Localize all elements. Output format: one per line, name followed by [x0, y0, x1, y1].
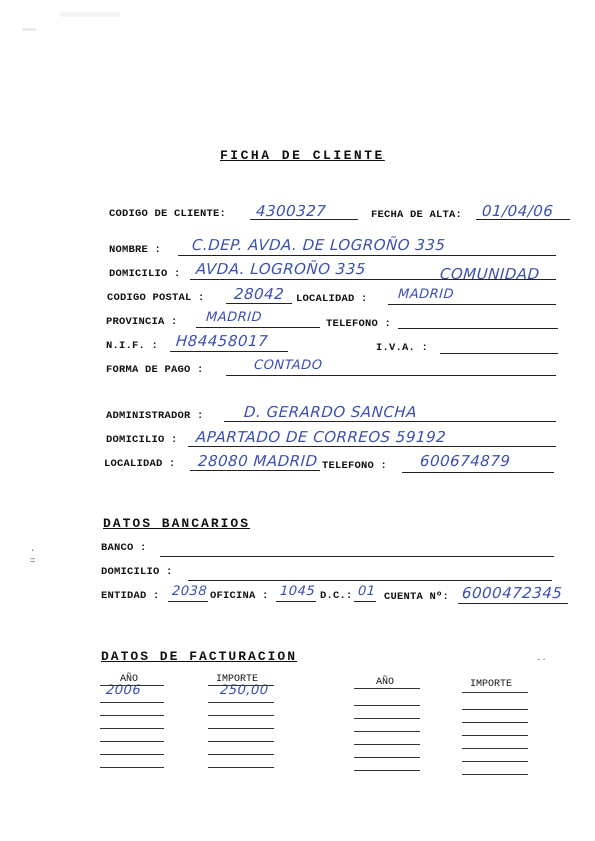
facturacion-blank-line [462, 735, 528, 736]
banco-domicilio-line [188, 580, 552, 581]
facturacion-blank-line [462, 748, 528, 749]
facturacion-blank-line [354, 770, 420, 771]
admin-localidad-line [190, 470, 320, 471]
provincia-line [196, 327, 320, 328]
admin-domicilio-line [188, 446, 556, 447]
facturacion-blank-line [208, 767, 274, 768]
domicilio-extra-value[interactable]: COMUNIDAD [439, 265, 541, 283]
facturacion-blank-line [208, 728, 274, 729]
facturacion-blank-line [208, 754, 274, 755]
provincia-label: PROVINCIA : [106, 316, 178, 328]
oficina-value[interactable]: 1045 [279, 584, 316, 599]
codigo-cliente-line [250, 219, 358, 220]
facturacion-importe-row1[interactable]: 250,00 [219, 683, 270, 698]
oficina-label: OFICINA : [210, 590, 269, 602]
col-ano-header-2: AÑO [376, 677, 395, 688]
provincia-value[interactable]: MADRID [205, 310, 263, 325]
localidad-label: LOCALIDAD : [296, 293, 368, 305]
nombre-label: NOMBRE : [109, 244, 162, 256]
facturacion-blank-line [462, 709, 528, 710]
dc-line [354, 601, 376, 602]
facturacion-blank-line [354, 705, 420, 706]
facturacion-blank-line [100, 767, 164, 768]
forma-pago-label: FORMA DE PAGO : [106, 364, 204, 376]
cuenta-value[interactable]: 6000472345 [461, 584, 564, 602]
admin-domicilio-label: DOMICILIO : [106, 434, 178, 446]
facturacion-blank-line [462, 761, 528, 762]
telefono-line [398, 328, 558, 329]
forma-pago-value[interactable]: CONTADO [253, 358, 323, 373]
facturacion-blank-line [208, 715, 274, 716]
datos-facturacion-title: DATOS DE FACTURACION [101, 649, 298, 664]
admin-telefono-value[interactable]: 600674879 [419, 452, 512, 470]
localidad-value[interactable]: MADRID [397, 287, 455, 302]
admin-localidad-label: LOCALIDAD : [104, 458, 176, 470]
domicilio-line [190, 279, 556, 280]
facturacion-blank-line [354, 718, 420, 719]
facturacion-ano-row1[interactable]: 2006 [105, 683, 142, 698]
nombre-line [178, 255, 556, 256]
nif-value[interactable]: H84458017 [175, 332, 269, 350]
facturacion-blank-line [354, 757, 420, 758]
nif-label: N.I.F. : [106, 340, 159, 352]
admin-telefono-label: TELEFONO : [322, 460, 388, 472]
iva-label: I.V.A. : [376, 342, 429, 354]
entidad-value[interactable]: 2038 [171, 584, 208, 599]
stray-mark: · = [30, 546, 36, 566]
telefono-label: TELEFONO : [326, 318, 392, 330]
admin-domicilio-value[interactable]: APARTADO DE CORREOS 59192 [195, 428, 447, 446]
admin-telefono-line [402, 472, 554, 473]
facturacion-blank-line [208, 685, 274, 686]
cuenta-line [458, 603, 568, 604]
banco-label: BANCO : [101, 542, 147, 554]
stray-mark: -· [536, 655, 547, 665]
codigo-postal-label: CODIGO POSTAL : [107, 292, 205, 304]
facturacion-blank-line [100, 685, 164, 686]
facturacion-blank-line [100, 728, 164, 729]
codigo-cliente-value[interactable]: 4300327 [255, 202, 327, 220]
administrador-line [224, 421, 556, 422]
facturacion-blank-line [100, 715, 164, 716]
facturacion-blank-line [100, 754, 164, 755]
iva-line [440, 353, 558, 354]
entidad-line [168, 601, 208, 602]
entidad-label: ENTIDAD : [101, 590, 160, 602]
facturacion-blank-line [100, 702, 164, 703]
administrador-value[interactable]: D. GERARDO SANCHA [243, 403, 418, 421]
dc-value[interactable]: 01 [357, 584, 377, 599]
col-ano-header-1: AÑO [120, 674, 139, 685]
facturacion-blank-line [208, 741, 274, 742]
form-title: FICHA DE CLIENTE [220, 148, 385, 163]
facturacion-blank-line [462, 722, 528, 723]
datos-bancarios-title: DATOS BANCARIOS [103, 516, 251, 531]
facturacion-blank-line [354, 731, 420, 732]
fecha-alta-line [476, 219, 570, 220]
col-importe-header-1: IMPORTE [216, 674, 259, 685]
admin-localidad-value[interactable]: 28080 MADRID [197, 452, 319, 470]
facturacion-blank-line [354, 688, 420, 689]
facturacion-blank-line [100, 741, 164, 742]
codigo-postal-value[interactable]: 28042 [233, 285, 285, 303]
banco-line [160, 556, 554, 557]
scan-smudge [60, 12, 120, 17]
oficina-line [276, 601, 316, 602]
domicilio-label: DOMICILIO : [109, 268, 181, 280]
fecha-alta-value[interactable]: 01/04/06 [481, 202, 555, 220]
facturacion-blank-line [462, 692, 528, 693]
fecha-alta-label: FECHA DE ALTA: [371, 209, 463, 221]
cuenta-label: CUENTA Nº: [384, 591, 450, 603]
codigo-postal-line [226, 303, 292, 304]
administrador-label: ADMINISTRADOR : [106, 410, 204, 422]
nombre-value[interactable]: C.DEP. AVDA. DE LOGROÑO 335 [191, 236, 447, 254]
domicilio-value[interactable]: AVDA. LOGROÑO 335 [195, 260, 367, 278]
codigo-cliente-label: CODIGO DE CLIENTE: [109, 208, 227, 220]
forma-pago-line [226, 375, 556, 376]
nif-line [170, 351, 288, 352]
facturacion-blank-line [462, 774, 528, 775]
facturacion-blank-line [354, 744, 420, 745]
localidad-line [388, 304, 556, 305]
col-importe-header-2: IMPORTE [470, 679, 513, 690]
facturacion-blank-line [208, 702, 274, 703]
banco-domicilio-label: DOMICILIO : [101, 566, 173, 578]
scan-smudge [22, 28, 36, 31]
dc-label: D.C.: [320, 590, 353, 602]
